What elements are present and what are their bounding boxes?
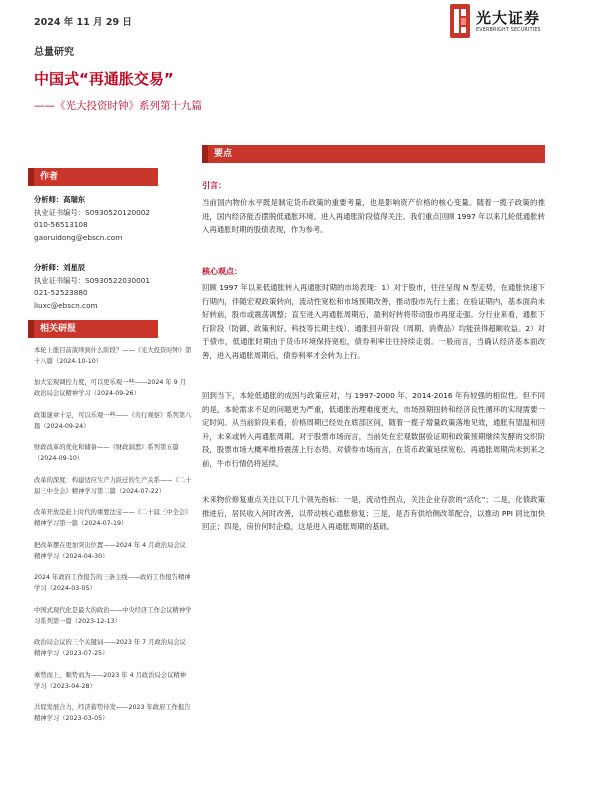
authors-section-label: 作者: [40, 172, 59, 182]
author-cert: 执业证书编号：S0930522030001: [34, 275, 151, 285]
author-name: 分析师：刘星辰: [34, 263, 86, 272]
report-subtitle: ——《光大投资时钟》系列第十九篇: [34, 100, 202, 112]
related-report-item[interactable]: 2024 年政府工作报告的三条主线——政府工作报告精神学习（2024-03-05）: [34, 574, 191, 592]
related-report-item[interactable]: 本轮上涨目前演绎到什么阶段？——《光大投资时钟》第十八篇（2024-10-10）: [34, 347, 192, 365]
summary-section-label: 要点: [214, 149, 233, 159]
core-view-paragraph-2: 回到当下，本轮低通胀的成因与政策应对，与 1997-2000 年、2014-2016 年有较强的相似性。但不同的是，本轮需求不足的问题更为严重，低通胀治理难度更大，市场预期扭转和经济良性循环的实现需要一定时间。从当前阶段来看，价格周期已经处在底部区间，随着一揽子增量政策落地见效，通胀有望温和回升，未来或转入再通胀周期。对于股票市场而言，当前处在宏观数据验证期和政策预期继续发酵的交织阶段，股票市场大概率维持震荡上行态势。对债券市场而言，在货币政策延续宽松、再通胀周期尚未到来之前，牛市行情仍将延续。: [202, 391, 545, 468]
related-report-item[interactable]: 政策谜章十足，可以乐观一些——《央行观察》系列第八篇（2024-09-24）: [34, 412, 192, 430]
author-phone: 010-56513108: [34, 220, 88, 229]
author-email[interactable]: liuxc@ebscn.com: [34, 300, 98, 310]
report-category: 总量研究: [34, 47, 74, 58]
author-cert: 执业证书编号：S0930520120002: [34, 207, 151, 217]
author-phone: 021-52523880: [34, 288, 88, 297]
summary-section-bar: [202, 145, 545, 163]
report-title: 中国式“再通胀交易”: [34, 70, 174, 88]
author-block: [34, 194, 150, 244]
related-report-item[interactable]: 财政改革的优化和储备——《财政洞悉》系列第五篇（2024-09-10）: [34, 444, 179, 462]
related-reports-section-label: 相关研报: [40, 324, 77, 334]
section-bar-accent: [202, 145, 208, 163]
core-view-paragraph-1: 回顾 1997 年以来低通胀转入再通胀时期的市场表现：1）对于股市，往往呈现 N 型走势，在通胀快速下行期内，伴随宏观政策转向，流动性宽松和市场预期改善，推动股市先行上涨；在验证期内，基本面尚未好转前，股市或震荡调整；直至进入再通胀周期后，盈利好转将带动股市再度走强。分行业来看，通胀下行阶段（防御、政策利好、科技等长期主线）、通胀回升阶段（周期、消费品）均能获得超额收益。2）对于债市，低通胀时期由于货币环境保持宽松，债券利率往往持续走弱。一般而言，当确认经济基本面改善，进入再通胀周期后，债券利率才会转为上行。: [202, 283, 545, 360]
everbright-logo-icon: [450, 4, 470, 38]
author-name: 分析师：高瑞东: [34, 195, 86, 204]
related-reports-section-bar: [28, 320, 158, 338]
logo-name: 光大证券: [476, 9, 541, 27]
author-email[interactable]: gaoruidong@ebscn.com: [34, 232, 123, 242]
core-views-heading: 核心观点：: [202, 267, 242, 276]
intro-body: 当前国内物价水平既是制定货币政策的重要考量，也是影响资产价格的核心变量。随着一揽子政策的推进，国内经济能否摆脱低通胀环境、进入再通胀阶段值得关注。我们重点回顾 1997 年以来几轮低通胀转入再通胀时期的股债表现，作为参考。: [202, 198, 545, 234]
related-report-item[interactable]: 加大宏观调控力度，可以更乐观一些——2024 年 9 月政治局会议精神学习（2024-09-26）: [34, 379, 186, 397]
related-report-item[interactable]: 共促发展合力，经济蓄势待发——2023 年政府工作报告精神学习（2023-03-05）: [34, 704, 191, 722]
logo-subtitle: EVERBRIGHT SECURITIES: [476, 28, 541, 33]
related-report-item[interactable]: 改革开放是赶上时代的重要法宝——《二十届三中全会》精神学习第一篇（2024-07-19）: [34, 509, 192, 527]
section-bar-accent: [28, 320, 34, 338]
core-view-paragraph-3: 未来物价修复重点关注以下几个领先指标：一是，流动性拐点，关注企业存款的“活化”；二是，化债政策推进后，居民收入何时改善，以带动核心通胀修复；三是，是否有供给侧改革配合，以推动 PPI 同比加快回正；四是，房价何时企稳，这是进入再通胀周期的基础。: [202, 495, 545, 531]
related-report-item[interactable]: 把改革摆在更加突出位置——2024 年 4 月政治局会议精神学习（2024-04-30）: [34, 542, 186, 560]
related-reports-list: [34, 345, 192, 735]
company-logo: [450, 4, 580, 40]
related-report-item[interactable]: 改革的深度：构建适应生产力跃迁的生产关系——《二十届三中全会》精神学习第二篇（2024-07-22）: [34, 477, 192, 495]
section-bar-accent: [28, 168, 34, 186]
report-date: 2024 年 11 月 29 日: [34, 17, 132, 28]
authors-section-bar: [28, 168, 158, 186]
related-report-item[interactable]: 乘势而上，顺势而为——2023 年 4 月政治局会议精神学习（2023-04-28）: [34, 672, 186, 690]
author-block: [34, 262, 150, 312]
related-report-item[interactable]: 政治局会议的三个关键词——2023 年 7 月政治局会议精神学习（2023-07-25）: [34, 639, 186, 657]
intro-heading: 引言：: [202, 181, 226, 190]
related-report-item[interactable]: 中国式现代化是最大的政治——中央经济工作会议精神学习系列第一篇（2023-12-13）: [34, 607, 192, 625]
